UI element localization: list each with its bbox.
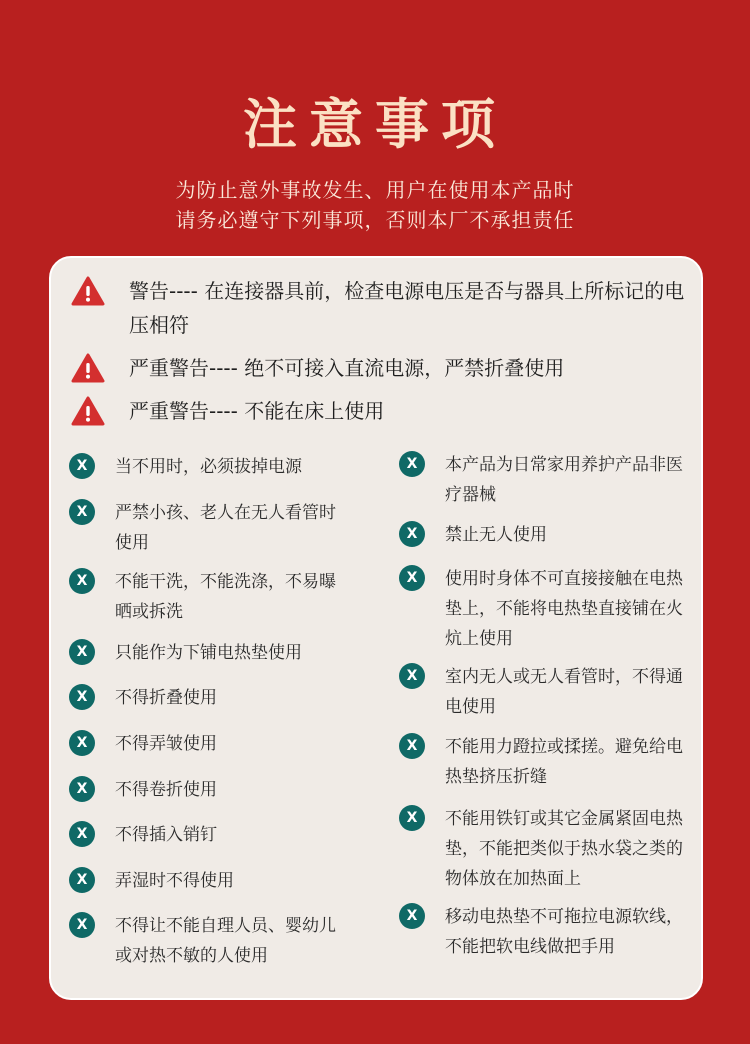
prohibition-item (69, 638, 347, 668)
page-title: 注意事项 (243, 93, 507, 156)
warning-item (71, 394, 685, 428)
prohibition-item (69, 911, 347, 971)
x-mark-icon: X (69, 568, 95, 594)
x-mark-icon: X (399, 663, 425, 689)
x-mark-icon: X (69, 867, 95, 893)
notice-card (49, 256, 703, 1000)
prohibition-text: 不能用铁钉或其它金属紧固电热垫，不能把类似于热水袋之类的物体放在加热面上 (445, 809, 683, 889)
prohibition-text: 当不用时，必须拔掉电源 (115, 457, 302, 477)
subtitle-line-1: 为防止意外事故发生、用户在使用本产品时 (175, 178, 575, 202)
prohibition-item (69, 775, 347, 805)
prohibition-text: 移动电热垫不可拖拉电源软线，不能把软电线做把手用 (445, 907, 683, 957)
x-mark-icon: X (399, 805, 425, 831)
prohibition-text: 弄湿时不得使用 (115, 871, 234, 891)
prohibition-text: 不得卷折使用 (115, 780, 217, 800)
prohibition-item (69, 567, 347, 627)
x-mark-icon: X (69, 684, 95, 710)
x-mark-icon: X (69, 730, 95, 756)
warning-item (71, 274, 685, 342)
prohibition-text: 本产品为日常家用养护产品非医疗器械 (445, 455, 683, 505)
prohibition-item (69, 498, 347, 558)
warning-triangle-icon (71, 276, 105, 306)
x-mark-icon: X (69, 821, 95, 847)
x-mark-icon: X (399, 565, 425, 591)
x-mark-icon: X (399, 903, 425, 929)
prohibition-item (69, 452, 347, 482)
prohibition-text: 室内无人或无人看管时，不得通电使用 (445, 667, 683, 717)
warning-triangle-icon (71, 353, 105, 383)
warning-text: 严重警告---- 绝不可接入直流电源，严禁折叠使用 (129, 356, 565, 380)
prohibition-item (69, 866, 347, 896)
x-mark-icon: X (69, 639, 95, 665)
prohibition-text: 不得折叠使用 (115, 688, 217, 708)
warning-triangle-icon (71, 396, 105, 426)
warning-item (71, 351, 685, 385)
x-mark-icon: X (69, 453, 95, 479)
prohibition-text: 不得让不能自理人员、婴幼儿或对热不敏的人使用 (115, 916, 336, 966)
x-mark-icon: X (399, 521, 425, 547)
prohibition-item (399, 662, 685, 722)
prohibition-item (399, 564, 685, 654)
prohibition-text: 不能干洗，不能洗涤，不易曝晒或拆洗 (115, 572, 336, 622)
prohibition-item (69, 820, 347, 850)
prohibition-item (399, 520, 685, 550)
prohibition-text: 禁止无人使用 (445, 525, 547, 545)
prohibition-text: 使用时身体不可直接接触在电热垫上，不能将电热垫直接铺在火炕上使用 (445, 569, 683, 649)
prohibition-item (399, 804, 685, 894)
prohibition-text: 不得弄皱使用 (115, 734, 217, 754)
x-mark-icon: X (399, 451, 425, 477)
warning-text: 严重警告---- 不能在床上使用 (129, 399, 385, 423)
prohibition-text: 不得插入销钉 (115, 825, 217, 845)
prohibition-item (399, 902, 685, 962)
x-mark-icon: X (399, 733, 425, 759)
x-mark-icon: X (69, 499, 95, 525)
prohibition-text: 严禁小孩、老人在无人看管时使用 (115, 503, 336, 553)
warning-text: 警告---- 在连接器具前，检查电源电压是否与器具上所标记的电压相符 (129, 279, 685, 337)
prohibition-text: 不能用力蹬拉或揉搓。避免给电热垫挤压折缝 (445, 737, 683, 787)
x-mark-icon: X (69, 912, 95, 938)
prohibition-item (399, 450, 685, 510)
subtitle-line-2: 请务必遵守下列事项，否则本厂不承担责任 (175, 208, 575, 232)
x-mark-icon: X (69, 776, 95, 802)
prohibition-item (399, 732, 685, 792)
prohibition-item (69, 729, 347, 759)
prohibition-item (69, 683, 347, 713)
prohibition-text: 只能作为下铺电热垫使用 (115, 643, 302, 663)
